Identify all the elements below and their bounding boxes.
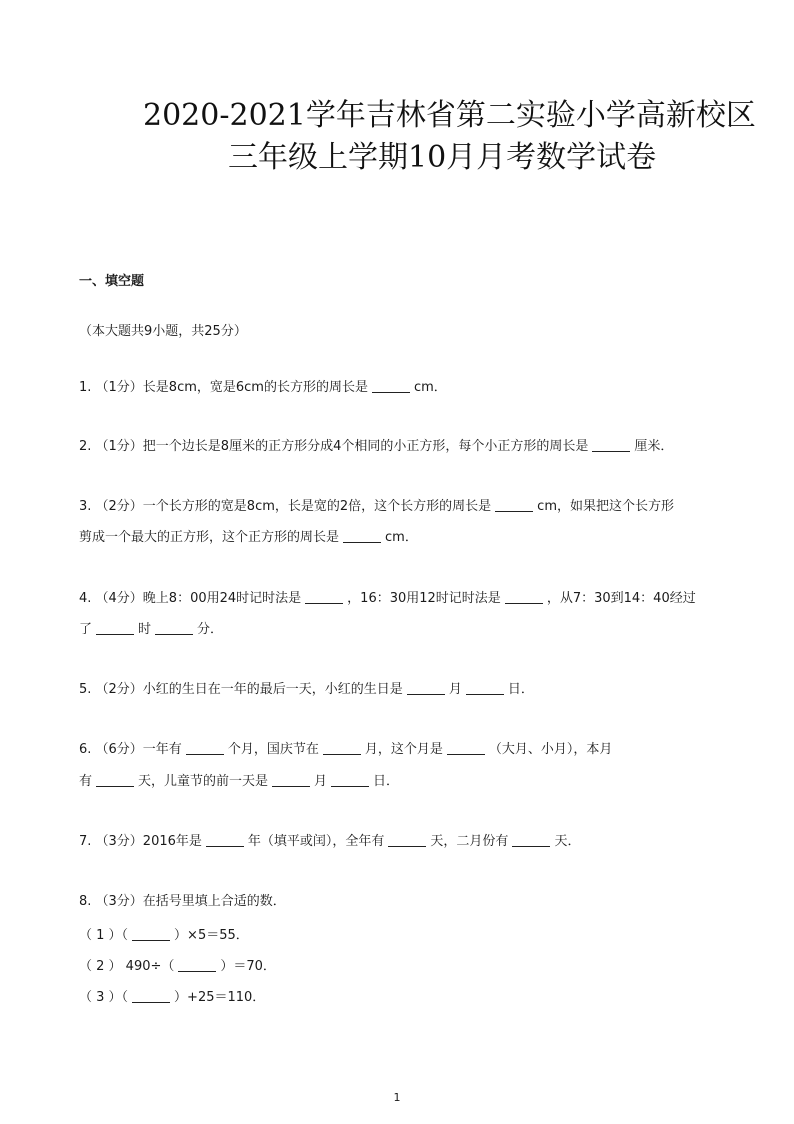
question-8-row-3 [79,988,265,1008]
question-text: 个月，国庆节在 [227,742,319,757]
question-text: 日． [507,682,534,697]
question-text: 4. （4分）晚上8：00用24时记时法是 [79,591,302,606]
question-3-continued [79,528,418,548]
answer-blank[interactable] [186,741,224,755]
answer-blank[interactable] [331,773,369,787]
exam-title-line-1: 2020-2021学年吉林省第二实验小学高新校区 [143,98,756,133]
question-text: 剪成一个最大的正方形，这个正方形的周长是 [79,530,340,545]
answer-blank[interactable] [96,621,134,635]
question-text: 月 [314,774,328,789]
question-text: （大月、小月），本月 [488,742,613,757]
answer-blank[interactable] [206,833,244,847]
answer-blank[interactable] [512,833,550,847]
question-text: ，从7：30到14：40经过 [546,591,696,606]
question-text: 1. （1分）长是8cm，宽是6cm的长方形的周长是 [79,380,368,395]
question-8 [79,892,286,912]
answer-blank[interactable] [132,989,170,1003]
question-6-continued [79,772,399,792]
answer-blank[interactable] [495,498,533,512]
question-text: 时 [138,622,152,637]
question-text: 6. （6分）一年有 [79,742,182,757]
answer-blank[interactable] [592,438,630,452]
question-text: 分． [197,622,224,637]
question-text: 天，二月份有 [430,834,509,849]
answer-blank[interactable] [343,529,381,543]
question-text: 8. （3分）在括号里填上合适的数． [79,894,286,909]
question-text: ）+25＝110． [174,990,266,1005]
answer-blank[interactable] [178,958,216,972]
question-text: 3. （2分）一个长方形的宽是8cm，长是宽的2倍，这个长方形的周长是 [79,499,492,514]
question-text: 7. （3分）2016年是 [79,834,202,849]
question-8-row-2 [79,957,276,977]
question-text: （ 2 ） 490÷（ [79,959,175,974]
answer-blank[interactable] [407,681,445,695]
question-7 [79,832,580,852]
answer-blank[interactable] [466,681,504,695]
question-text: ）＝70． [220,959,276,974]
question-text: cm． [413,380,447,395]
question-text: 月 [448,682,462,697]
question-text: 天，儿童节的前一天是 [138,774,269,789]
answer-blank[interactable] [155,621,193,635]
answer-blank[interactable] [388,833,426,847]
answer-blank[interactable] [372,379,410,393]
question-text: 了 [79,622,93,637]
answer-blank[interactable] [323,741,361,755]
question-text: 年（填平或闰），全年有 [247,834,385,849]
exam-title-line-2: 三年级上学期10月月考数学试卷 [228,140,657,175]
question-text: 5. （2分）小红的生日在一年的最后一天，小红的生日是 [79,682,403,697]
question-3 [79,497,674,517]
question-text: 2. （1分）把一个边长是8厘米的正方形分成4个相同的小正方形，每个小正方形的周长是 [79,439,589,454]
question-text: （ 3 ）（ [79,990,129,1005]
question-text: 天． [554,834,581,849]
question-4 [79,589,696,609]
question-text: ）×5＝55． [174,928,249,943]
question-4-continued [79,620,223,640]
answer-blank[interactable] [96,773,134,787]
question-8-row-1 [79,926,249,946]
section-heading: 一、填空题 [79,274,145,289]
page-number: 1 [393,1091,401,1104]
question-text: 厘米． [634,439,674,454]
question-2 [79,437,673,457]
question-text: ，16：30用12时记时法是 [347,591,501,606]
section-note: （本大题共9小题，共25分） [79,324,247,339]
answer-blank[interactable] [132,927,170,941]
question-5 [79,680,534,700]
answer-blank[interactable] [447,741,485,755]
question-text: 日． [373,774,400,789]
question-text: （ 1 ）（ [79,928,129,943]
answer-blank[interactable] [505,590,543,604]
question-text: 有 [79,774,93,789]
question-1 [79,378,447,398]
answer-blank[interactable] [272,773,310,787]
question-text: 月，这个月是 [364,742,443,757]
question-text: cm． [385,530,418,545]
answer-blank[interactable] [305,590,343,604]
question-text: cm，如果把这个长方形 [537,499,674,514]
question-6 [79,740,612,760]
